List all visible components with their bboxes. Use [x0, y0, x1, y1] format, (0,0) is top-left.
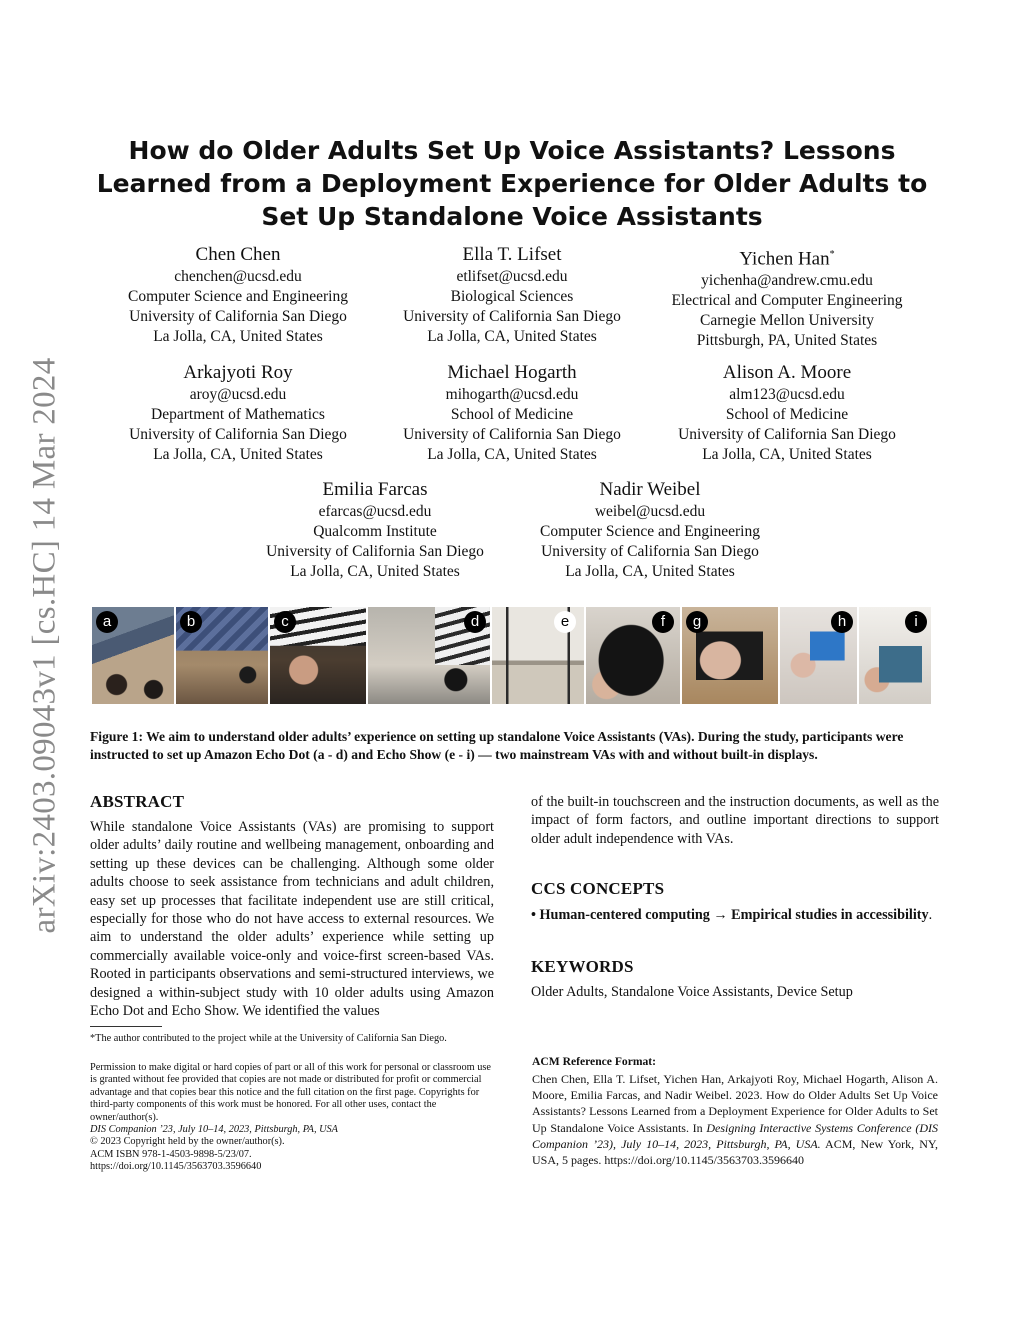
- panel-label: d: [464, 611, 486, 633]
- author-name: Arkajyoti Roy: [183, 362, 293, 383]
- figure-panel-h: [780, 607, 857, 704]
- figure-panel-d: [368, 607, 490, 704]
- author-university: University of California San Diego: [541, 543, 759, 560]
- doi-link[interactable]: https://doi.org/10.1145/3563703.3596640: [90, 1161, 262, 1173]
- paper-title: How do Older Adults Set Up Voice Assistants? Lessons Learned from a Deployment Experience for Older Adults to Set Up Standalone Voice Assistants: [96, 136, 928, 231]
- author-location: La Jolla, CA, United States: [153, 446, 323, 463]
- panel-label: b: [180, 611, 202, 633]
- author-block: [505, 478, 795, 582]
- author-university: University of California San Diego: [129, 426, 347, 443]
- ccs-concepts-text: • Human-centered computing → Empirical studies in accessibility: [531, 907, 929, 924]
- ccs-concepts-end: .: [928, 907, 933, 924]
- figure-panel-e: [492, 607, 584, 704]
- author-university: University of California San Diego: [403, 308, 621, 325]
- author-block: [93, 361, 383, 465]
- keywords-heading: KEYWORDS: [531, 956, 634, 976]
- panel-label: i: [905, 611, 927, 633]
- author-university: University of California San Diego: [266, 543, 484, 560]
- keywords-text: Older Adults, Standalone Voice Assistants, Device Setup: [531, 983, 853, 1000]
- abstract-continued: of the built-in touchscreen and the instruction documents, as well as the impact of form factors, and outline important directions to support older adult independence with VAs.: [531, 794, 939, 847]
- author-email: yichenha@andrew.cmu.edu: [701, 272, 873, 290]
- author-block: [93, 243, 383, 347]
- figure-1-photo-strip: [92, 607, 931, 704]
- ccs-heading: CCS CONCEPTS: [531, 879, 665, 899]
- author-name: Nadir Weibel: [599, 479, 701, 500]
- arxiv-identifier: [20, 348, 70, 942]
- author-name: Chen Chen: [195, 244, 281, 265]
- panel-label: a: [96, 611, 118, 633]
- panel-label: f: [652, 611, 674, 633]
- author-department: Computer Science and Engineering: [128, 288, 348, 305]
- author-name-text: Yichen Han: [739, 248, 830, 270]
- author-email: etlifset@ucsd.edu: [456, 268, 568, 285]
- author-block: [367, 361, 657, 465]
- author-university: Carnegie Mellon University: [700, 312, 874, 330]
- author-email: aroy@ucsd.edu: [189, 386, 287, 403]
- author-footnote: *The author contributed to the project while at the University of California San Diego.: [90, 1033, 447, 1044]
- author-name: [642, 243, 932, 271]
- author-location: Pittsburgh, PA, United States: [696, 332, 878, 350]
- author-location: La Jolla, CA, United States: [427, 328, 597, 345]
- panel-label: h: [831, 611, 853, 633]
- ccs-concepts: [531, 906, 939, 924]
- author-university: University of California San Diego: [129, 308, 347, 325]
- figure-panel-a: [92, 607, 174, 704]
- author-email: efarcas@ucsd.edu: [318, 503, 432, 520]
- figure-panel-g: [682, 607, 778, 704]
- author-university: University of California San Diego: [678, 426, 896, 443]
- author-email: chenchen@ucsd.edu: [174, 268, 302, 285]
- acm-reference-venue: Designing Interactive Systems Conference (DIS Companion ’23), July 10–14, 2023, Pittsburgh, PA, USA.: [532, 1120, 938, 1151]
- acm-reference: [532, 1071, 938, 1168]
- author-department: Biological Sciences: [450, 288, 574, 305]
- abstract-heading: ABSTRACT: [90, 792, 185, 811]
- author-department: Qualcomm Institute: [313, 523, 437, 540]
- author-block: [642, 361, 932, 465]
- permission-block: [90, 1062, 496, 1174]
- panel-label: c: [274, 611, 296, 633]
- author-department: Electrical and Computer Engineering: [671, 292, 903, 310]
- acm-reference-heading: ACM Reference Format:: [532, 1055, 657, 1068]
- author-name: Alison A. Moore: [722, 362, 852, 383]
- author-location: La Jolla, CA, United States: [565, 563, 735, 580]
- left-column: [90, 792, 494, 1020]
- abstract-text: While standalone Voice Assistants (VAs) are promising to support older adults’ daily routine and wellbeing management, onboarding and setting up these devices can be challenging. Although some older adults choose to seek assistance from technicians and adult children, easy set up processes that facilitate independent use are still critical, especially for those who do not have access to external resources. We aim to understand the older adults’ experience while setting up commercially available voice-only and voice-first screen-based VAs. Rooted in participants observations and semi-structured interviews, we designed a within-subject study with 10 older adults using Amazon Echo Dot and Echo Show. We identified the values: [90, 819, 494, 1020]
- isbn-line: ACM ISBN 978-1-4503-9898-5/23/07.: [90, 1148, 252, 1160]
- author-department: School of Medicine: [725, 406, 849, 423]
- footnote-divider: [90, 1026, 162, 1027]
- author-email: mihogarth@ucsd.edu: [445, 386, 579, 403]
- acm-reference-doi: ACM, New York, NY, USA, 5 pages. https://doi.org/10.1145/3563703.3596640: [532, 1136, 939, 1168]
- author-department: School of Medicine: [450, 406, 574, 423]
- figure-panel-b: [176, 607, 268, 704]
- figure-panel-f: [586, 607, 680, 704]
- author-block: [230, 478, 520, 582]
- author-university: University of California San Diego: [403, 426, 621, 443]
- panel-label: e: [554, 611, 576, 633]
- author-location: La Jolla, CA, United States: [153, 328, 323, 345]
- figure-panel-i: [859, 607, 931, 704]
- figure-panel-c: [270, 607, 366, 704]
- copyright-line: © 2023 Copyright held by the owner/author(s).: [90, 1136, 285, 1148]
- author-name: Ella T. Lifset: [462, 244, 562, 265]
- conference-venue: DIS Companion ’23, July 10–14, 2023, Pittsburgh, PA, USA: [90, 1124, 338, 1136]
- figure-caption: Figure 1: We aim to understand older adults’ experience on setting up standalone Voice Assistants (VAs). During the study, participants were instructed to set up Amazon Echo Dot (a - d) and Echo Show (e - i) — two mainstream VAs with and without built-in displays.: [90, 729, 904, 762]
- author-department: Department of Mathematics: [151, 406, 325, 423]
- author-location: La Jolla, CA, United States: [427, 446, 597, 463]
- panel-label: g: [686, 611, 708, 633]
- author-block: [367, 243, 657, 347]
- author-location: La Jolla, CA, United States: [702, 446, 872, 463]
- author-department: Computer Science and Engineering: [540, 523, 760, 540]
- arxiv-identifier-text: arXiv:2403.09043v1 [cs.HC] 14 Mar 2024: [26, 357, 63, 933]
- author-email: alm123@ucsd.edu: [729, 386, 845, 403]
- right-column: [531, 793, 939, 1001]
- author-footnote-mark: *: [829, 249, 835, 260]
- author-location: La Jolla, CA, United States: [290, 563, 460, 580]
- author-block: [642, 243, 932, 351]
- author-name: Michael Hogarth: [447, 362, 577, 383]
- permission-text: Permission to make digital or hard copies of part or all of this work for personal or classroom use is granted without fee provided that copies are not made or distributed for profit or commercial advantage and that copies bear this notice and the full citation on the first page. Copyrights for third-party components of this work must be honored. For all other uses, contact the owner/author(s).: [90, 1062, 491, 1123]
- acm-reference-text: Chen Chen, Ella T. Lifset, Yichen Han, Arkajyoti Roy, Michael Hogarth, Alison A. Moore, Emilia Farcas, and Nadir Weibel. 2023. How do Older Adults Set Up Voice Assistants? Lessons Learned from a Deployment Experience for Older Adults to Set Up Standalone Voice Assistants. In: [532, 1072, 938, 1135]
- author-email: weibel@ucsd.edu: [594, 503, 706, 520]
- author-name: Emilia Farcas: [322, 479, 428, 500]
